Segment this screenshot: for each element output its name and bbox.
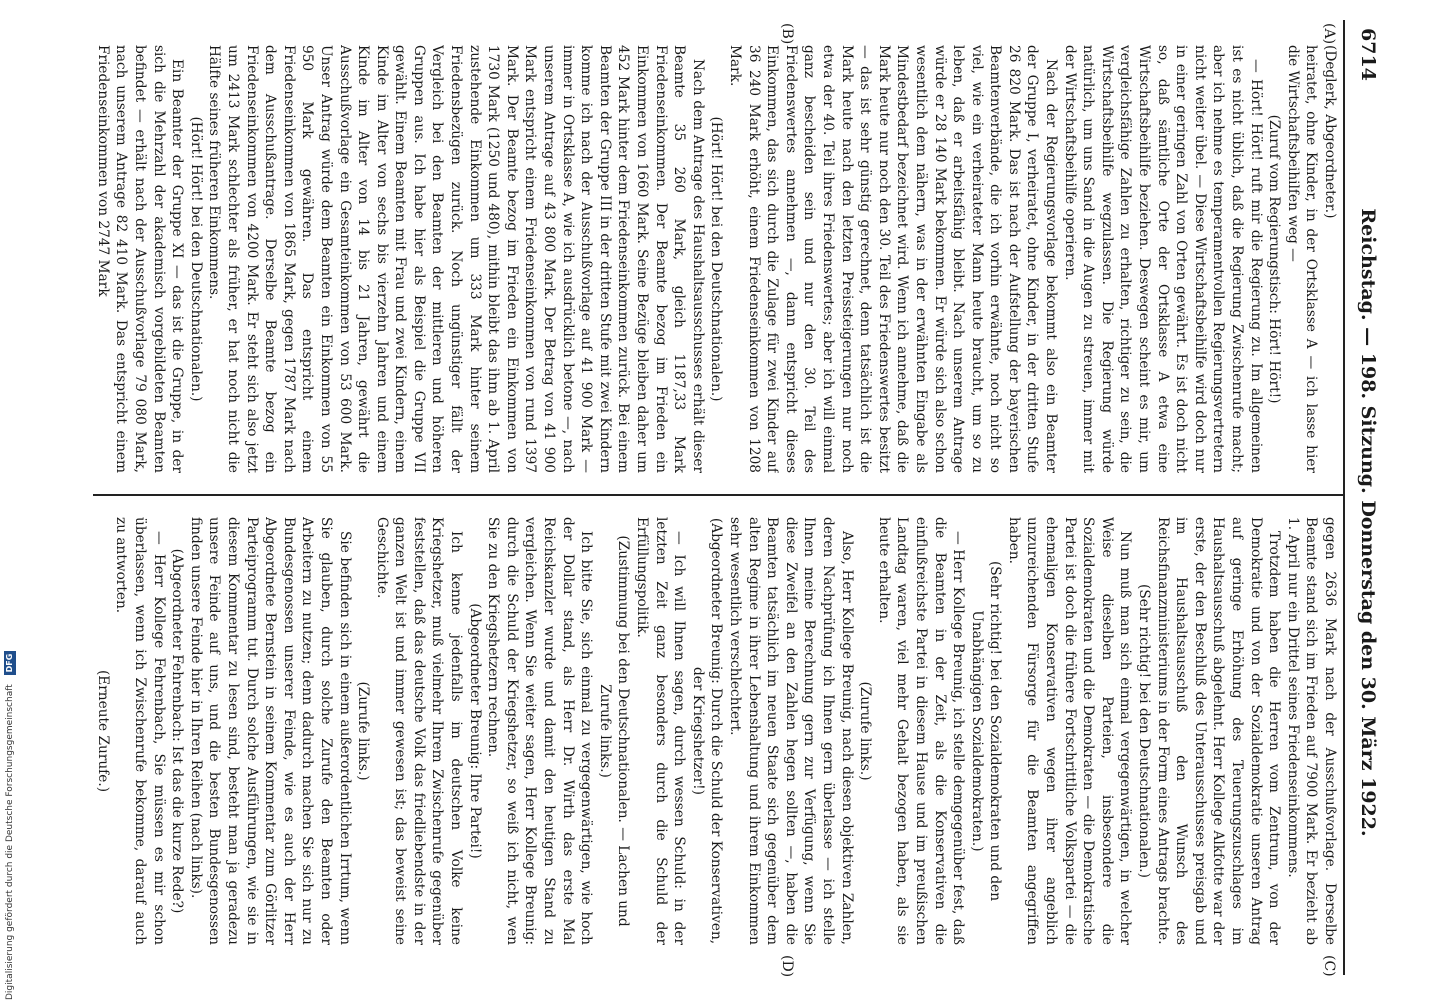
interjection: (Sehr richtig! bei den Deutschnationalen.) bbox=[1136, 584, 1153, 878]
paragraph: — Hört! Hört! ruft mir die Regierung zu. Im allgemeinen ist es nicht üblich, daß die Regierung Zwischenrufe macht; aber ich nehme es temperamentvollen Regierungsvertretern nicht weiter übel. — Diese Wirtschaftsbeihilfe wird doch nur in einer geringen Zahl von Orten gewährt. Es ist doch nicht so, daß sämtliche Orte der Ortsklasse A etwa eine Wirtschaftsbeihilfe beziehen. Deswegen scheint es mir, um vergleichsfähige Zahlen zu erhalten, richtiger zu sein, die Wirtschaftsbeihilfe wegzulassen. Die Regierung würde natürlich, um uns Sand in die Augen zu streuen, immer mit der Wirtschaftsbeihilfe operieren. bbox=[1061, 45, 1264, 473]
paragraph: Nun muß man sich einmal vergegenwärtigen, in welcher Weise dieselben Parteien, insbesondere die Sozialdemokraten und die Demokraten — die Demokratische Partei ist doch die frühere Fortschrittliche Volkspartei — die ehemaligen Konservativen wegen ihrer angeblich unzureichenden Fürsorge für die Beamten angegriffen haben. bbox=[1005, 517, 1134, 945]
interjection: (Sehr richtig! bei den Sozialdemokraten und den Unabhängigen Sozialdemokraten.) bbox=[968, 560, 1004, 902]
right-column bbox=[94, 517, 1339, 945]
paragraph: Sie befinden sich in einem außerordentlichen Irrtum, wenn Sie glauben, durch solche Zurufe den Beamten oder Arbeitern zu nutzen; denn dadurch machen Sie sich nur zu Bundesgenossen unserer Feinde, wie es auch der Herr Abgeordnete Bernstein in seinem Kommentar zum Görlitzer Parteiprogramm tut. Durch solche Ausführungen, wie sie in diesem Kommentar zu lesen sind, besteht man ja geradezu unsere Feinde auf uns, und die besten Bundesgenossen finden unsere Feinde hier in Ihren Reihen (nach links). bbox=[187, 517, 353, 945]
paragraph: — Herr Kollege Breunig, ich stelle demgegenüber fest, daß die Beamten in der Zeit, als die Konservativen die einflußreichste Partei in diesem Hause und im preußischen Landtag waren, viel mehr Gehalt bezogen haben, als sie heute erhalten. bbox=[875, 517, 967, 945]
credit-text: Digitalisierung gefördert durch die Deutsche Forschungsgemeinschaft bbox=[5, 684, 15, 1000]
margin-mark-c: (C) bbox=[1321, 955, 1337, 977]
interjection: (Abgeordneter Breunig: Ihre Partei!) bbox=[466, 603, 483, 859]
page-header bbox=[1345, 20, 1385, 975]
interjection: (Zurufe links.) bbox=[355, 681, 372, 781]
paragraph: Ich bitte Sie, sich einmal zu vergegenwärtigen, wie hoch der Dollar stand, als Herr Dr. Wirth das erste Mal Reichskanzler wurde und damit den heutigen Stand zu vergleichen. Wenn Sie weiter sagen, Herr Kollege Breunig: durch die Schuld der Kriegshetzer, so weiß ich nicht, wen Sie zu den Kriegshetzern rechnen. bbox=[485, 517, 595, 945]
paragraph: Also, Herr Kollege Breunig, nach diesen objektiven Zahlen, deren Nachprüfung ich Ihnen gern überlasse — ich stelle Ihnen meine Berechnung gern zur Verfügung, wenn Sie diese Zweifel an den Zahlen hegen sollten —, haben die Beamten tatsächlich im neuen Staate sich gegenüber dem alten Regime in ihrer Lebenshaltung und ihrem Einkommen sehr wesentlich verschlechtert. bbox=[727, 517, 855, 945]
column-divider bbox=[93, 494, 1343, 496]
paragraph: — Ich will Ihnen sagen, durch wessen Schuld: in der letzten Zeit ganz besonders durch die Schuld der Erfüllungspolitik. bbox=[634, 517, 688, 945]
digitization-credit bbox=[2, 0, 18, 1000]
interjection: (Zuruf vom Regierungstisch: Hört! Hört!) bbox=[1266, 114, 1283, 404]
interjection: (Hört! Hört! bei den Deutschnationalen.) bbox=[708, 116, 725, 402]
interjection: (Zurufe links.) bbox=[857, 681, 874, 781]
header-rule bbox=[1343, 20, 1345, 975]
paragraph: (Deglerk, Abgeordneter.) bbox=[1322, 45, 1338, 219]
paragraph: — Herr Kollege Fehrenbach, Sie müssen es mir schon überlassen, wenn ich Zwischenrufe bekomme, darauf auch zu antworten. bbox=[113, 517, 167, 945]
interjection: (Abgeordneter Fehrenbach: Ist das die kurze Rede?) bbox=[169, 548, 186, 914]
interjection: (Abgeordneter Breunig: Durch die Schuld der Konservativen, der Kriegshetzer!) bbox=[689, 517, 725, 945]
interjection: (Zustimmung bei den Deutschnationalen. — Lachen und Zurufe links.) bbox=[596, 535, 632, 927]
paragraph: Ein Beamter der Gruppe XI — das ist die Gruppe, in der sich die Mehrzahl der akademisch vorgebildeten Beamten befindet — erhält nach der Ausschußvorlage 79 080 Mark, nach unserem Antrage 82 410 Mark. Das entspricht einem Friedenseinkommen von 2747 Mark bbox=[94, 45, 186, 473]
paragraph: Ich kenne jedenfalls im deutschen Volke keine Kriegshetzer, muß vielmehr Ihrem Zwischenrufe gegenüber feststellen, daß das deutsche Volk das friedliebendste in der ganzen Welt ist und immer gewesen ist; das beweist seine Geschichte. bbox=[373, 517, 465, 945]
paragraph: Nach der Regierungsvorlage bekommt also ein Beamter der Gruppe I, verheiratet, ohne Kinder, in der dritten Stufe 26 820 Mark. Das ist nach der Aufstellung der bayerischen Beamtenverbände, die ich vorhin erwähnte, noch nicht so viel, wie ein verheirateter Mann heute braucht, um so zu leben, daß er arbeitsfähig bleibt. Nach unserem Antrage würde er 28 140 Mark bekommen. Er würde sich also schon wesentlich dem nähern, was in der erwähnten Eingabe als Mindestbedarf bezeichnet wird. Wenn ich annehme, daß die Mark heute nur noch den 30. Teil des Friedenswertes besitzt — das ist sehr günstig gerechnet, denn tatsächlich ist die Mark heute nach den letzten Preissteigerungen nur noch etwa der 40. Teil ihres Friedenswertes; aber ich will einmal ganz bescheiden sein und nur den 30. Teil des Friedenswertes annehmen —, dann entspricht dieses Einkommen, das sich durch die Zulage für zwei Kinder auf 36 240 Mark erhöht, einem Friedenseinkommen von 1208 Mark. bbox=[727, 45, 1060, 473]
page-title: Reichstag. — 198. Sitzung. Donnerstag den 30. März 1922. bbox=[1357, 208, 1379, 837]
paragraph: Trotzdem haben die Herren vom Zentrum, von der Demokratie und von der Sozialdemokratie unseren Antrag auf geringe Erhöhung des Teuerungszuschlages im Haushaltsausschuß abgelehnt. Herr Kollege Alkfotte war der erste, der den Beschluß des Unterausschusses preisgab und im Haushaltsausschuß den Wunsch des Reichsfinanzministeriums in der Form eines Antrags brachte. bbox=[1154, 517, 1283, 945]
margin-mark-a: (A) bbox=[1321, 23, 1337, 45]
dfg-logo: DFG bbox=[4, 651, 16, 676]
interjection: (Hört! Hört! bei den Deutschnationalen.) bbox=[187, 116, 204, 402]
left-column bbox=[94, 45, 1339, 473]
paragraph: gegen 2636 Mark nach der Ausschußvorlage. Derselbe Beamte stand sich im Frieden auf 7900 Mark. Er bezieht ab 1. April nur ein Drittel seines Friedenseinkommens. bbox=[1284, 517, 1338, 945]
rotated-page bbox=[85, 20, 1385, 978]
interjection: (Erneute Zurufe.) bbox=[94, 669, 111, 793]
page-number: 6714 bbox=[1357, 28, 1379, 81]
margin-mark-b: (B) bbox=[779, 23, 795, 45]
margin-mark-d: (D) bbox=[779, 955, 795, 978]
paragraph: Nach dem Antrage des Haushaltsausschusses erhält dieser Beamte 35 260 Mark, gleich 1187,33 Mark Friedenseinkommen. Der Beamte bezog im Frieden ein Einkommen von 1660 Mark. Seine Bezüge bleiben daher um 452 Mark hinter dem Friedenseinkommen zurück. Bei einem Beamten der Gruppe III in der dritten Stufe mit zwei Kindern komme ich nach der Ausschußvorlage auf 41 900 Mark — immer in Ortsklasse A, wie ich ausdrücklich betone —, nach unserem Antrage auf 43 800 Mark. Der Betrag von 41 900 Mark entspricht einem Friedenseinkommen von rund 1397 Mark. Der Beamte bezog im Frieden ein Einkommen von 1730 Mark (1250 und 480), mithin bleibt das ihm ab 1. April zustehende Einkommen um 333 Mark hinter seinem Friedensbezügen zurück. Noch ungünstiger fällt der Vergleich bei den Beamten der mittleren und höheren Gruppen aus. Ich habe hier als Beispiel die Gruppe VII gewählt. Einem Beamten mit Frau und zwei Kindern, einem Kinde im Alter von sechs bis vierzehn Jahren und einem Kinde im Alter von 14 bis 21 Jahren, gewährt die Ausschußvorlage ein Gesamteinkommen von 53 600 Mark. Unser Antrag würde dem Beamten ein Einkommen von 55 950 Mark gewähren. Das entspricht einem Friedenseinkommen von 1865 Mark, gegen 1787 Mark nach dem Ausschußantrage. Derselbe Beamte bezog ein Friedenseinkommen von 4200 Mark. Er steht sich also jetzt um 2413 Mark schlechter als früher, er hat noch nicht die Hälfte seines früheren Einkommens. bbox=[206, 45, 706, 473]
paragraph: heiratet, ohne Kinder, in der Ortsklasse A — ich lasse hier die Wirtschaftsbeihilfen weg — bbox=[1284, 45, 1320, 473]
